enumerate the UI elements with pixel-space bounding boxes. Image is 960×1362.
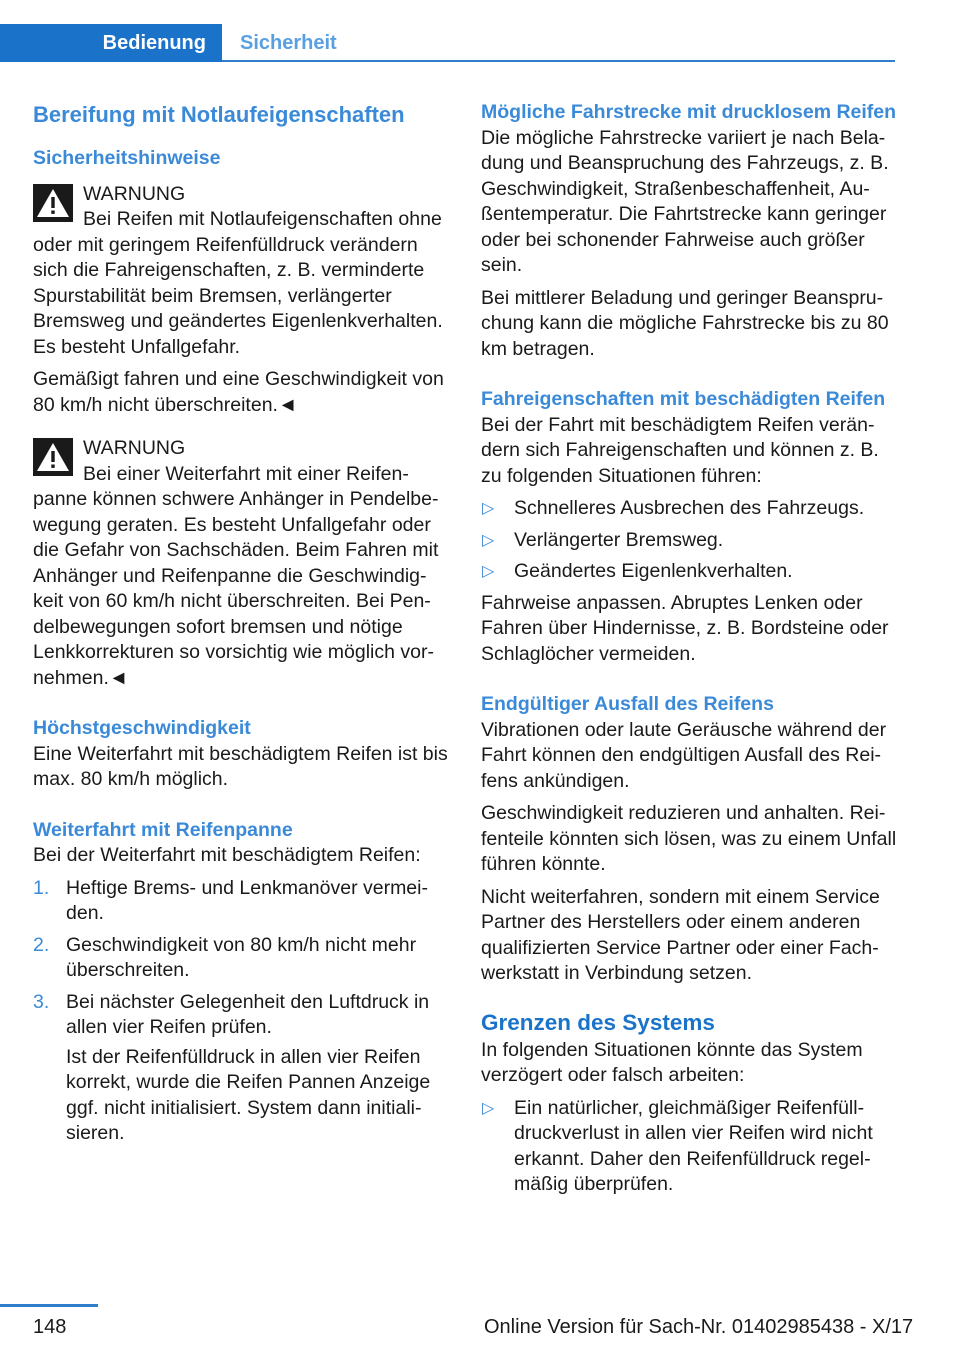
tab-sicherheit[interactable]: Sicherheit <box>240 32 337 54</box>
warning-block-1 <box>33 182 449 361</box>
speed-heading: Höchstgeschwindigkeit <box>33 717 251 739</box>
list-item: ▷ Geändertes Eigenlenkverhalten. <box>481 559 899 585</box>
footer-rule <box>0 1304 98 1307</box>
handling-note: Fahrweise anpassen. Abruptes Lenken oder Fahren über Hindernisse, z. B. Bordsteine oder Schlaglöcher vermeiden. <box>481 591 889 665</box>
failure-heading: Endgültiger Ausfall des Reifens <box>481 693 774 715</box>
range-paragraph-2: Bei mittlerer Beladung und geringer Beanspruchung kann die mögliche Fahrstrecke bis zu 80 km betragen. <box>481 286 889 360</box>
limits-list <box>481 1096 899 1198</box>
speed-text: Eine Weiterfahrt mit beschädigtem Reifen ist bis max. 80 km/h möglich. <box>33 742 448 790</box>
online-version-text: Online Version für Sach-Nr. 01402985438 - X/17 <box>484 1316 914 1338</box>
steps-list <box>33 876 449 1041</box>
failure-paragraph-3: Nicht weiterfahren, sondern mit einem Service Partner des Herstellers oder einem anderen qualifizierten Service Partner oder einer Fachwerkstatt in Verbindung setzen. <box>481 885 880 984</box>
triangle-bullet-icon: ▷ <box>482 500 495 517</box>
list-item: ▷ Verlängerter Bremsweg. <box>481 528 899 554</box>
range-paragraph-1: Die mögliche Fahrstrecke variiert je nach Beladung und Beanspruchung des Fahrzeugs, z. B. Geschwindigkeit, Straßenbeschaffenheit, Außentemperatur. Die Fahrtstrecke kann geringer oder bei schonender Fahrweise auch größer sein. <box>481 126 889 276</box>
triangle-bullet-icon: ▷ <box>482 563 495 580</box>
handling-list <box>481 496 899 585</box>
page-number: 148 <box>33 1316 67 1338</box>
list-item: 1. Heftige Brems- und Lenkmanöver vermeiden. <box>33 876 428 924</box>
safety-heading: Sicherheitshinweise <box>33 147 221 169</box>
warning-icon <box>33 438 73 476</box>
continue-intro: Bei der Weiterfahrt mit beschädigtem Reifen: <box>33 844 421 866</box>
warning-block-2 <box>33 436 449 691</box>
triangle-bullet-icon: ▷ <box>482 531 495 549</box>
warning-text: Bei Reifen mit Notlaufeigenschaften ohne oder mit geringem Reifenfülldruck verändern sich die Fahreigenschaften, z. B. verminderte Spurstabilität beim Bremsen, verlängerter Bremsweg und geändertes Eigenlenkverhalten. Es besteht Unfallgefahr. <box>33 208 443 358</box>
warning-icon <box>33 184 73 222</box>
limits-intro: In folgenden Situationen könnte das System verzögert oder falsch arbeiten: <box>481 1038 863 1086</box>
list-item: 2. Geschwindigkeit von 80 km/h nicht mehr überschreiten. <box>33 933 417 981</box>
tab-bedienung[interactable]: Bedienung <box>0 24 222 62</box>
handling-intro: Bei der Fahrt mit beschädigtem Reifen verändern sich Fahreigenschaften und können z. B. zu folgenden Situationen führen: <box>481 413 879 487</box>
limits-heading: Grenzen des Systems <box>481 1009 715 1035</box>
failure-paragraph-1: Vibrationen oder laute Geräusche während der Fahrt können den endgültigen Ausfall des Reifens ankündigen. <box>481 718 887 792</box>
step3-sub-text: Ist der Reifenfülldruck in allen vier Reifen korrekt, wurde die Reifen Pannen Anzeige ggf. nicht initialisiert. System dann initialisieren. <box>66 1045 431 1144</box>
list-item: ▷ Schnelleres Ausbrechen des Fahrzeugs. <box>481 496 899 522</box>
warning-label: WARNUNG <box>83 182 186 205</box>
handling-heading: Fahreigenschaften mit beschädigten Reifen <box>481 388 886 410</box>
warning-note: Gemäßigt fahren und eine Geschwindigkeit von 80 km/h nicht überschreiten.◄ <box>33 368 444 416</box>
section-title: Bereifung mit Notlaufeigenschaften <box>33 102 405 127</box>
continue-heading: Weiterfahrt mit Reifenpanne <box>33 818 293 841</box>
warning-label: WARNUNG <box>83 437 186 459</box>
failure-paragraph-2: Geschwindigkeit reduzieren und anhalten. Reifenteile könnten sich lösen, was zu einem Unfall führen könnte. <box>481 802 897 875</box>
range-heading: Mögliche Fahrstrecke mit drucklosem Reifen <box>481 101 897 123</box>
list-item: 3. Bei nächster Gelegenheit den Luftdruck in allen vier Reifen prüfen. <box>33 990 430 1038</box>
warning-text: Bei einer Weiterfahrt mit einer Reifenpanne können schwere Anhänger in Pendelbewegung geraten. Es besteht Unfallgefahr oder die Gefahr von Sachschäden. Beim Fahren mit Anhänger und Reifenpanne die Geschwindigkeit von 60 km/h nicht überschreiten. Bei Pendelbewegungen sofort bremsen und nötige Lenkkorrekturen so vorsichtig wie möglich vornehmen.◄ <box>33 462 439 689</box>
list-item: ▷ Ein natürlicher, gleichmäßiger Reifenfülldruckverlust in allen vier Reifen wird nicht erkannt. Daher den Reifenfülldruck regelmäßig überprüfen. <box>482 1096 873 1195</box>
section-tabs <box>0 24 895 62</box>
left-column <box>33 100 449 1154</box>
triangle-bullet-icon: ▷ <box>482 1099 495 1117</box>
right-column <box>481 100 899 1204</box>
